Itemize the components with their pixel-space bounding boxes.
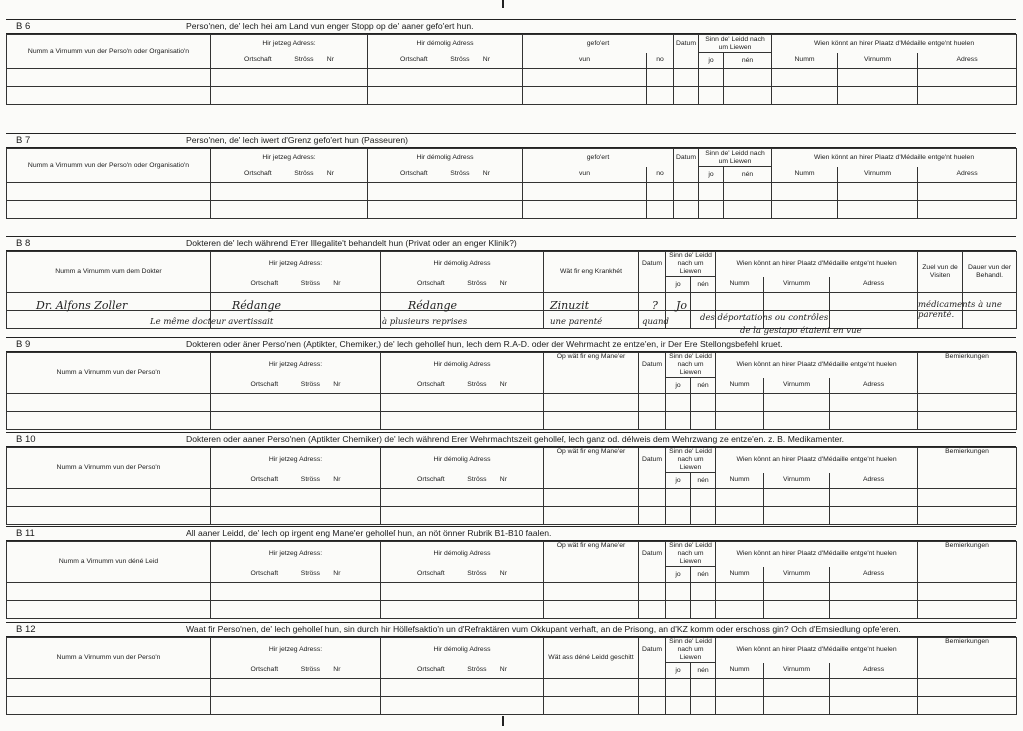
sub-virnumm: Virnumm [764, 663, 830, 679]
entry-row [7, 183, 1017, 201]
sub-jo: jo [666, 473, 691, 489]
handwritten-yes: Jo [676, 299, 688, 312]
col-bemierkungen: Bemierkungen [918, 353, 1017, 394]
sub-vun: vun [523, 53, 647, 69]
col-name: Numm a Virnumm vun der Perso'n [7, 448, 211, 489]
col-name: Numm a Virnumm vun der Perso'n oder Organisatio'n [7, 35, 211, 69]
col-manier: Op wät fir eng Mane'er [544, 542, 639, 583]
sub-adress: Adress [830, 663, 918, 679]
handwritten-illness: Zinuzit [550, 299, 590, 312]
col-cur-addr: Hir jetzeg Adress: [211, 149, 368, 167]
sub-ortschaft-stross: Ortschaft Ströss Nr [381, 378, 544, 394]
handwritten-remark: médicaments à une parenté. [918, 300, 1002, 320]
col-sinn: Sinn de' Leidd nach um Liewen [666, 638, 716, 663]
section-b9 [6, 337, 1016, 430]
entry-row [7, 679, 1017, 697]
sub-nen: nén [724, 53, 772, 69]
fold-mark [502, 0, 504, 8]
section-code: B 8 [16, 238, 31, 249]
sub-adress: Adress [830, 277, 918, 293]
sub-ortschaft-stross: Ortschaft Ströss Nr [211, 663, 381, 679]
sub-ortschaft-stross: Ortschaft Ströss Nr [211, 473, 381, 489]
section-b12 [6, 622, 1016, 715]
form-table [6, 541, 1017, 619]
entry-row [7, 394, 1017, 412]
sub-nen: nén [691, 277, 716, 293]
entry-row [7, 87, 1017, 105]
sub-vun: vun [523, 167, 647, 183]
col-datum: Datum [639, 542, 666, 567]
section-title: Dokteren de' lech während E'rer Illegalite't behandelt hun (Privat oder an enger Klinik?) [186, 238, 517, 248]
handwritten-note: à plusieurs reprises [382, 317, 468, 327]
entry-row [7, 583, 1017, 601]
section-title: Waat fir Perso'nen, de' lech geholleſ hun, sin durch hir Höllefsaktio'n un d'Refraktären vum Okkupant verhaft, an de Prisong, an d'KZ komm oder erschoss gin? Och d'Emsiedlung opfe'eren. [186, 624, 901, 634]
sub-ortschaft-stross: Ortschaft Ströss Nr [211, 53, 368, 69]
sub-ortschaft-stross: Ortschaft Ströss Nr [368, 53, 523, 69]
handwritten-note: une parenté [550, 317, 603, 327]
handwritten-note: de la gestapo étaient en vue [740, 326, 862, 336]
col-old-addr: Hir démolig Adress [381, 448, 544, 473]
col-wien: Wien könnt an hirer Plaatz d'Médaille entge'nt huelen [772, 35, 1017, 53]
col-sinn: Sinn de' Leidd nach um Liewen [666, 542, 716, 567]
form-table [6, 34, 1017, 105]
sub-ortschaft-stross: Ortschaft Ströss Nr [211, 567, 381, 583]
sub-adress: Adress [918, 167, 1017, 183]
sub-jo: jo [699, 53, 724, 69]
sub-numm: Numm [772, 53, 838, 69]
section-title: Dokteren oder aaner Perso'nen (Aptikter Chemiker) de' lech während Erer Wehrmachtszeit geholleſ, lech ganz od. délweis dem Wehrzwang ze entze'en. z. B. Medikamenter. [186, 434, 845, 444]
sub-jo: jo [666, 277, 691, 293]
col-wien: Wien könnt an hirer Plaatz d'Médaille entge'nt huelen [716, 353, 918, 378]
form-table [6, 352, 1017, 430]
sub-ortschaft-stross: Ortschaft Ströss Nr [211, 277, 381, 293]
entry-row [7, 601, 1017, 619]
col-cur-addr: Hir jetzeg Adress: [211, 252, 381, 277]
col-wien: Wien könnt an hirer Plaatz d'Médaille entge'nt huelen [716, 252, 918, 277]
col-fooert: gefo'ert [523, 35, 674, 53]
col-old-addr: Hir démolig Adress [381, 252, 544, 277]
sub-nen: nén [691, 663, 716, 679]
sub-adress: Adress [830, 567, 918, 583]
sub-jo: jo [666, 567, 691, 583]
col-old-addr: Hir démolig Adress [381, 353, 544, 378]
entry-row [7, 412, 1017, 430]
col-datum: Datum [639, 448, 666, 473]
entry-row [7, 489, 1017, 507]
section-title: Dokteren oder äner Perso'nen (Aptikter, Chemiker,) de' lech geholleſ hun, lech dem R.A-D. oder der Wehrmacht ze entze'en, ir Der Ere Stellongsbefehl kruet. [186, 339, 783, 349]
sub-adress: Adress [918, 53, 1017, 69]
section-title: Perso'nen, de' lech hei am Land vun enger Stopp op de' aaner gefo'ert hun. [186, 21, 474, 31]
sub-ortschaft-stross: Ortschaft Ströss Nr [368, 167, 523, 183]
sub-nen: nén [691, 378, 716, 394]
col-wien: Wien könnt an hirer Plaatz d'Médaille entge'nt huelen [716, 542, 918, 567]
col-bemierkungen: Bemierkungen [918, 638, 1017, 679]
section-b10 [6, 432, 1016, 525]
sub-jo: jo [666, 378, 691, 394]
col-manier: Op wät fir eng Mane'er [544, 448, 639, 489]
col-cur-addr: Hir jetzeg Adress: [211, 638, 381, 663]
col-name: Numm a Virnumm vun der Perso'n oder Organisatio'n [7, 149, 211, 183]
col-krankheet: Wät fir eng Krankhét [544, 252, 639, 293]
section-code: B 7 [16, 135, 31, 146]
section-code: B 12 [16, 624, 36, 635]
sub-nen: nén [691, 567, 716, 583]
entry-row [7, 697, 1017, 715]
section-code: B 11 [16, 528, 35, 539]
sub-numm: Numm [716, 567, 764, 583]
col-sinn: Sinn de' Leidd nach um Liewen [699, 35, 772, 53]
sub-adress: Adress [830, 378, 918, 394]
sub-jo: jo [699, 167, 724, 183]
handwritten-note: Le même docteur avertissait [150, 317, 274, 327]
col-wien: Wien könnt an hirer Plaatz d'Médaille entge'nt huelen [716, 638, 918, 663]
sub-numm: Numm [716, 473, 764, 489]
sub-no: no [647, 167, 674, 183]
sub-virnumm: Virnumm [838, 167, 918, 183]
col-dauer: Dauer vun der Behandl. [963, 252, 1017, 293]
sub-numm: Numm [716, 277, 764, 293]
col-bemierkungen: Bemierkungen [918, 448, 1017, 489]
col-datum: Datum [674, 149, 699, 167]
col-bemierkungen: Bemierkungen [918, 542, 1017, 583]
col-old-addr: Hir démolig Adress [368, 35, 523, 53]
col-wien: Wien könnt an hirer Plaatz d'Médaille entge'nt huelen [716, 448, 918, 473]
handwritten-old-town: Rédange [408, 299, 458, 312]
sub-ortschaft-stross: Ortschaft Ströss Nr [211, 378, 381, 394]
col-datum: Datum [639, 638, 666, 663]
entry-row [7, 201, 1017, 219]
col-datum: Datum [639, 353, 666, 378]
handwritten-cur-town: Rédange [232, 299, 282, 312]
sub-virnumm: Virnumm [764, 567, 830, 583]
sub-numm: Numm [716, 378, 764, 394]
sub-ortschaft-stross: Ortschaft Ströss Nr [381, 277, 544, 293]
section-title: Perso'nen, de' lech iwert d'Grenz gefo'ert hun (Passeuren) [186, 135, 409, 145]
sub-ortschaft-stross: Ortschaft Ströss Nr [211, 167, 368, 183]
section-title: All aaner Leidd, de' lech op irgent eng Mane'er geholleſ hun, an nöt önner Rubrik B1-B10 faalen. [186, 528, 552, 538]
col-old-addr: Hir démolig Adress [368, 149, 523, 167]
col-geschitt: Wät ass déné Leidd geschitt [544, 638, 639, 679]
sub-jo: jo [666, 663, 691, 679]
col-name: Numm a Virnumm vun der Perso'n [7, 353, 211, 394]
sub-virnumm: Virnumm [838, 53, 918, 69]
col-datum: Datum [674, 35, 699, 53]
section-b7 [6, 133, 1016, 219]
sub-virnumm: Virnumm [764, 473, 830, 489]
sub-adress: Adress [830, 473, 918, 489]
section-code: B 9 [16, 339, 31, 350]
sub-ortschaft-stross: Ortschaft Ströss Nr [381, 473, 544, 489]
section-b6 [6, 19, 1016, 105]
col-fooert: gefo'ert [523, 149, 674, 167]
sub-nen: nén [724, 167, 772, 183]
sub-numm: Numm [772, 167, 838, 183]
col-old-addr: Hir démolig Adress [381, 638, 544, 663]
form-table [6, 447, 1017, 525]
col-name: Numm a Virnumm vun der Perso'n [7, 638, 211, 679]
col-name: Numm a Virnumm vun déné Leid [7, 542, 211, 583]
section-b11 [6, 526, 1016, 619]
sub-numm: Numm [716, 663, 764, 679]
sub-virnumm: Virnumm [764, 277, 830, 293]
entry-row [7, 293, 1017, 311]
entry-row [7, 69, 1017, 87]
col-sinn: Sinn de' Leidd nach um Liewen [666, 353, 716, 378]
entry-row [7, 507, 1017, 525]
col-sinn: Sinn de' Leidd nach um Liewen [699, 149, 772, 167]
col-cur-addr: Hir jetzeg Adress: [211, 35, 368, 53]
sub-ortschaft-stross: Ortschaft Ströss Nr [381, 663, 544, 679]
sub-nen: nén [691, 473, 716, 489]
col-cur-addr: Hir jetzeg Adress: [211, 448, 381, 473]
form-table [6, 148, 1017, 219]
handwritten-note: quand [642, 317, 669, 327]
col-datum: Datum [639, 252, 666, 277]
section-code: B 6 [16, 21, 31, 32]
col-zuel: Zuel vun de Visiten [918, 252, 963, 293]
col-name: Numm a Virnumm vum dem Dokter [7, 252, 211, 293]
handwritten-note: des déportations ou contrôles [700, 313, 829, 323]
col-sinn: Sinn de' Leidd nach um Liewen [666, 448, 716, 473]
col-manier: Op wät fir eng Mane'er [544, 353, 639, 394]
form-table [6, 637, 1017, 715]
col-sinn: Sinn de' Leidd nach um Liewen [666, 252, 716, 277]
handwritten-doctor-name: Dr. Alfons Zoller [36, 299, 128, 312]
fold-mark [502, 716, 504, 726]
section-code: B 10 [16, 434, 36, 445]
col-wien: Wien könnt an hirer Plaatz d'Médaille entge'nt huelen [772, 149, 1017, 167]
col-cur-addr: Hir jetzeg Adress: [211, 353, 381, 378]
section-b8 [6, 236, 1016, 329]
handwritten-date: ? [652, 299, 658, 312]
sub-ortschaft-stross: Ortschaft Ströss Nr [381, 567, 544, 583]
col-old-addr: Hir démolig Adress [381, 542, 544, 567]
sub-no: no [647, 53, 674, 69]
col-cur-addr: Hir jetzeg Adress: [211, 542, 381, 567]
sub-virnumm: Virnumm [764, 378, 830, 394]
